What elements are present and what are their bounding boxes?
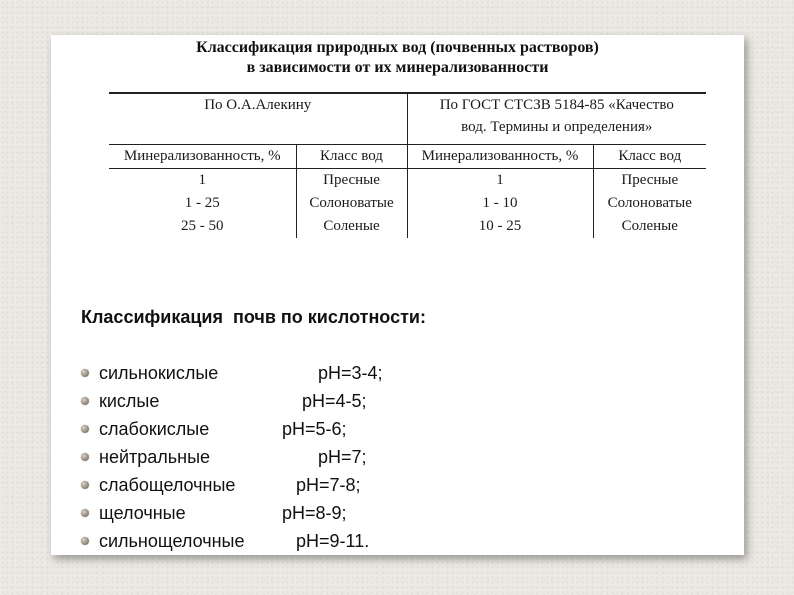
soil-type: щелочные — [99, 503, 186, 523]
column-header: Класс вод — [296, 145, 407, 169]
column-header: Минерализованность, % — [407, 145, 593, 169]
bullet-icon — [81, 397, 89, 405]
soil-type: слабощелочные — [99, 475, 236, 495]
table-cell: Соленые — [621, 218, 678, 234]
table-cell: Соленые — [296, 215, 407, 238]
table-cell: 1 - 10 — [407, 192, 593, 215]
bullet-icon — [81, 481, 89, 489]
bullet-icon — [81, 369, 89, 377]
table-cell: 25 - 50 — [109, 215, 296, 238]
table-row — [109, 192, 706, 215]
acidity-heading: Классификация почв по кислотности: — [81, 307, 426, 327]
slide — [51, 35, 744, 555]
table-row — [109, 169, 706, 193]
title-line-2: в зависимости от их минерализованности — [246, 59, 549, 76]
ph-value: pH=5-6; — [282, 419, 347, 439]
table-cell: Солоноватые — [607, 195, 692, 211]
soil-type: слабокислые — [99, 419, 210, 439]
soil-type: сильнокислые — [99, 363, 219, 383]
source-gost-line-2: вод. Термины и определения» — [461, 119, 653, 135]
source-alekin-line-1: По О.А.Алекину — [204, 97, 312, 113]
ph-value: pH=3-4; — [318, 363, 383, 383]
soil-type: сильнощелочные — [99, 531, 245, 551]
table-header-row — [109, 145, 706, 169]
column-header: Класс вод — [593, 145, 706, 169]
water-classification-table — [109, 92, 706, 238]
source-alekin — [109, 93, 407, 145]
title-line-1: Классификация природных вод (почвенных растворов) — [196, 39, 599, 56]
source-gost-line-1: По ГОСТ СТСЗВ 5184-85 «Качество — [439, 97, 674, 113]
soil-type: нейтральные — [99, 447, 211, 467]
table-cell: 1 — [407, 169, 593, 193]
ph-value: pH=7; — [318, 447, 367, 467]
source-gost — [407, 93, 706, 145]
table-row — [109, 215, 706, 238]
table-cell: 1 — [109, 169, 296, 193]
ph-value: pH=4-5; — [302, 391, 367, 411]
bullet-icon — [81, 425, 89, 433]
bullet-icon — [81, 509, 89, 517]
bullet-icon — [81, 537, 89, 545]
ph-value: pH=9-11. — [296, 531, 370, 551]
table-cell: 10 - 25 — [407, 215, 593, 238]
table-cell: 1 - 25 — [109, 192, 296, 215]
table-source-row — [109, 93, 706, 145]
table-cell: Солоноватые — [296, 192, 407, 215]
table-cell: Пресные — [296, 169, 407, 193]
bullet-icon — [81, 453, 89, 461]
column-header: Минерализованность, % — [109, 145, 296, 169]
ph-value: pH=7-8; — [296, 475, 361, 495]
table-cell: Пресные — [621, 172, 679, 188]
soil-type: кислые — [99, 391, 160, 411]
document-title — [51, 38, 744, 78]
ph-value: pH=8-9; — [282, 503, 347, 523]
